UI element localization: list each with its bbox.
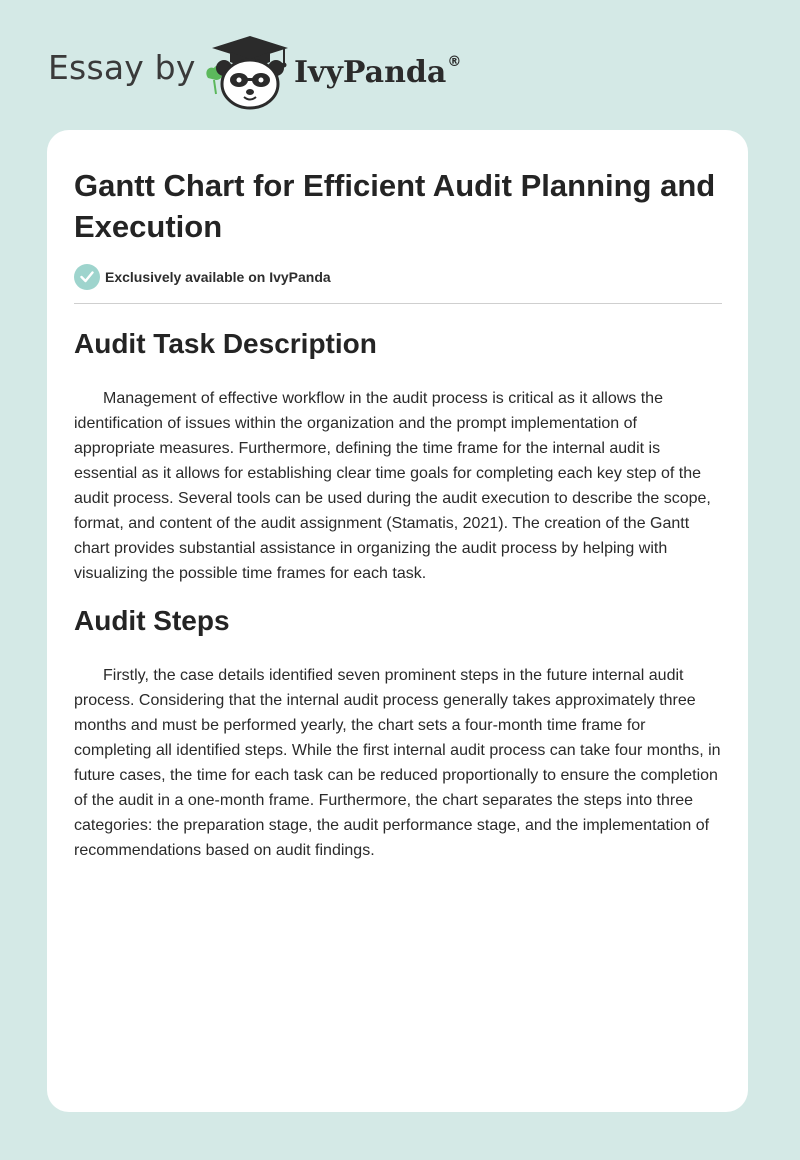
page-title: Gantt Chart for Efficient Audit Planning and Execution [74, 168, 716, 244]
site-header [48, 34, 508, 114]
panda-graduate-logo-icon[interactable] [202, 34, 294, 110]
exclusive-label: Exclusively available on IvyPanda [105, 268, 331, 285]
brand-label: IvyPanda [294, 55, 447, 90]
registered-mark: ® [447, 54, 462, 70]
exclusive-badge [74, 263, 331, 290]
section-heading-audit-steps: Audit Steps [74, 605, 230, 636]
brand-name[interactable] [294, 54, 461, 90]
section-paragraph-audit-task: Management of effective workflow in the audit process is critical as it allows the identification of issues within the organization and the prompt implementation of appropriate measures. Furthermore, defining the time frame for the internal audit is essential as it allows for establishing clear time goals for completing each key step of the audit process. Several tools can be used during the audit execution to describe the scope, format, and content of the audit assignment (Stamatis, 2021). The creation of the Gantt chart provides substantial assistance in organizing the audit process by helping with visualizing the possible time frames for each task. [74, 390, 711, 582]
check-badge-icon [74, 264, 100, 290]
section-paragraph-audit-steps: Firstly, the case details identified seven prominent steps in the future internal audit process. Considering that the internal audit process generally takes approximately three months and must be performed yearly, the chart sets a four-month time frame for completing all identified steps. While the first internal audit process can take four months, in future cases, the time for each task can be reduced proportionally to ensure the completion of the audit in a one-month frame. Furthermore, the chart separates the steps into three categories: the preparation stage, the audit performance stage, and the implementation of recommendations based on audit findings. [74, 667, 721, 859]
section-heading-audit-task: Audit Task Description [74, 328, 377, 359]
essay-by-label: Essay by [48, 48, 196, 87]
article-card [47, 130, 748, 1112]
divider [74, 303, 722, 304]
